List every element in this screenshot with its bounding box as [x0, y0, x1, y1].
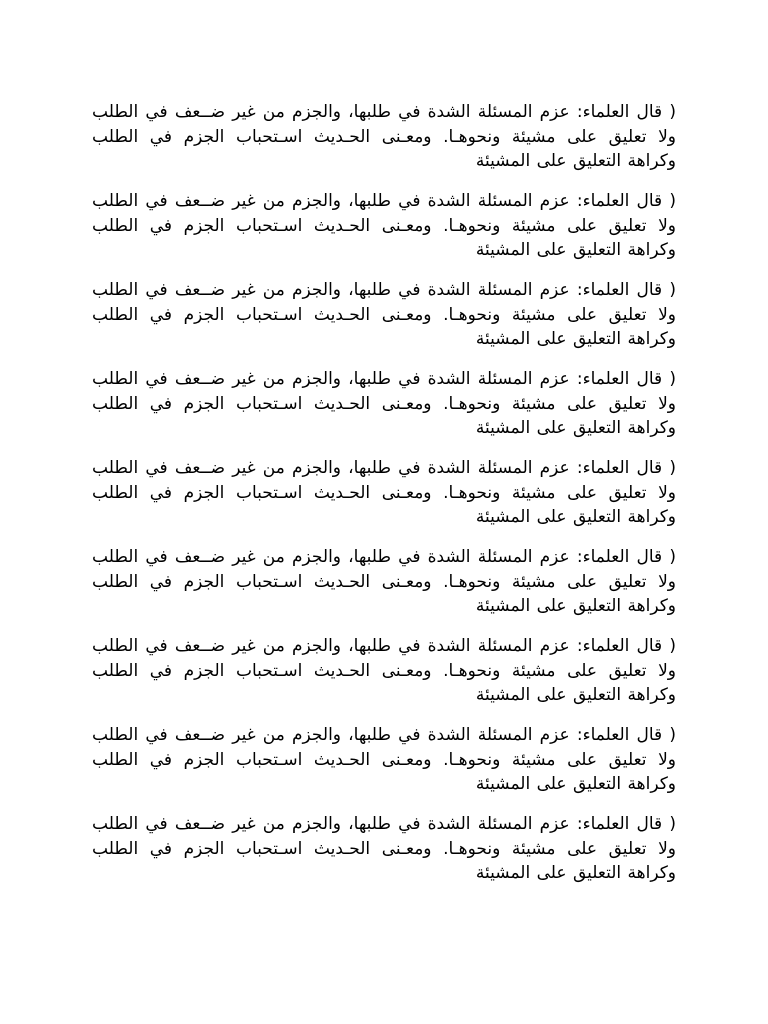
paragraph: ( قال العلماء: عزم المسئلة الشدة في طلبها، والجزم من غير ضــعف في الطلب ولا تعليق على مشيئة ونحوهـا. ومعـنى الحـديث اسـتحباب الجزم في الطلب وكراهة التعليق على المشيئة	[92, 458, 676, 527]
paragraph: ( قال العلماء: عزم المسئلة الشدة في طلبها، والجزم من غير ضــعف في الطلب ولا تعليق على مشيئة ونحوهـا. ومعـنى الحـديث اسـتحباب الجزم في الطلب وكراهة التعليق على المشيئة	[92, 102, 676, 171]
paragraph: ( قال العلماء: عزم المسئلة الشدة في طلبها، والجزم من غير ضــعف في الطلب ولا تعليق على مشيئة ونحوهـا. ومعـنى الحـديث اسـتحباب الجزم في الطلب وكراهة التعليق على المشيئة	[92, 725, 676, 794]
paragraph: ( قال العلماء: عزم المسئلة الشدة في طلبها، والجزم من غير ضــعف في الطلب ولا تعليق على مشيئة ونحوهـا. ومعـنى الحـديث اسـتحباب الجزم في الطلب وكراهة التعليق على المشيئة	[92, 636, 676, 705]
paragraph: ( قال العلماء: عزم المسئلة الشدة في طلبها، والجزم من غير ضــعف في الطلب ولا تعليق على مشيئة ونحوهـا. ومعـنى الحـديث اسـتحباب الجزم في الطلب وكراهة التعليق على المشيئة	[92, 280, 676, 349]
paragraph: ( قال العلماء: عزم المسئلة الشدة في طلبها، والجزم من غير ضــعف في الطلب ولا تعليق على مشيئة ونحوهـا. ومعـنى الحـديث اسـتحباب الجزم في الطلب وكراهة التعليق على المشيئة	[92, 814, 676, 883]
document-page	[92, 100, 676, 901]
paragraph: ( قال العلماء: عزم المسئلة الشدة في طلبها، والجزم من غير ضــعف في الطلب ولا تعليق على مشيئة ونحوهـا. ومعـنى الحـديث اسـتحباب الجزم في الطلب وكراهة التعليق على المشيئة	[92, 547, 676, 616]
paragraph: ( قال العلماء: عزم المسئلة الشدة في طلبها، والجزم من غير ضــعف في الطلب ولا تعليق على مشيئة ونحوهـا. ومعـنى الحـديث اسـتحباب الجزم في الطلب وكراهة التعليق على المشيئة	[92, 191, 676, 260]
paragraph: ( قال العلماء: عزم المسئلة الشدة في طلبها، والجزم من غير ضــعف في الطلب ولا تعليق على مشيئة ونحوهـا. ومعـنى الحـديث اسـتحباب الجزم في الطلب وكراهة التعليق على المشيئة	[92, 369, 676, 438]
